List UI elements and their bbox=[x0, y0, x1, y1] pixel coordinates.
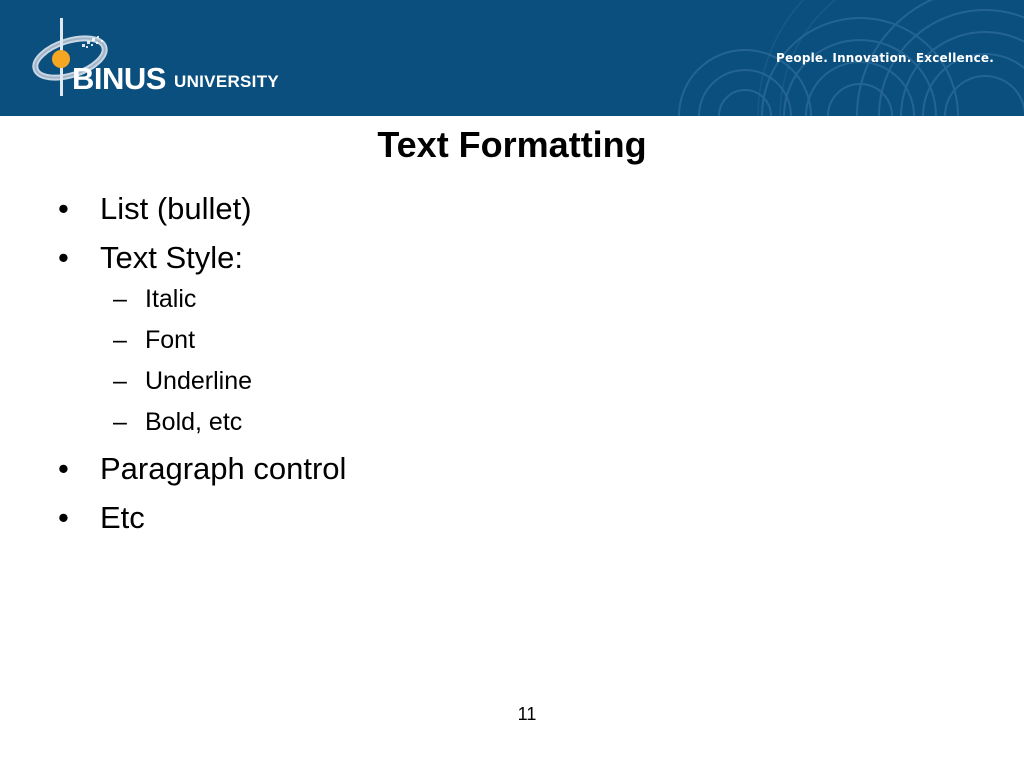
page-number: 11 bbox=[517, 704, 537, 724]
dash-icon: – bbox=[113, 367, 127, 395]
list-item-text: Etc bbox=[100, 500, 145, 535]
logo-emblem-icon bbox=[0, 0, 130, 116]
bullet-list bbox=[58, 190, 346, 548]
dash-icon: – bbox=[113, 285, 127, 313]
header-banner bbox=[0, 0, 1024, 116]
sub-list-item-text: Bold, etc bbox=[145, 408, 243, 436]
sub-list-item-text: Font bbox=[145, 326, 196, 354]
sub-list-item bbox=[58, 366, 346, 397]
bullet-icon: • bbox=[58, 451, 69, 486]
dash-icon: – bbox=[113, 326, 127, 354]
bullet-icon: • bbox=[58, 500, 69, 535]
header-tagline: People. Innovation. Excellence. bbox=[776, 51, 994, 65]
bullet-icon: • bbox=[58, 191, 69, 226]
list-item bbox=[58, 450, 346, 488]
list-item bbox=[58, 499, 346, 537]
sub-list-item-text: Italic bbox=[145, 285, 197, 313]
sub-list-item bbox=[58, 284, 346, 315]
sub-list bbox=[58, 284, 346, 438]
sub-list-item-text: Underline bbox=[145, 367, 253, 395]
list-item bbox=[58, 190, 346, 228]
slide-title: Text Formatting bbox=[377, 124, 647, 165]
binus-university-logo bbox=[0, 0, 320, 116]
list-item-text: List (bullet) bbox=[100, 191, 252, 226]
sub-list-item bbox=[58, 407, 346, 438]
list-item bbox=[58, 239, 346, 277]
logo-university-text: UNIVERSITY bbox=[174, 72, 280, 91]
list-item-text: Text Style: bbox=[100, 240, 243, 275]
bullet-icon: • bbox=[58, 240, 69, 275]
logo-wordmark: BINUS bbox=[72, 61, 166, 96]
sub-list-item bbox=[58, 325, 346, 356]
dash-icon: – bbox=[113, 408, 127, 436]
list-item-text: Paragraph control bbox=[100, 451, 347, 486]
